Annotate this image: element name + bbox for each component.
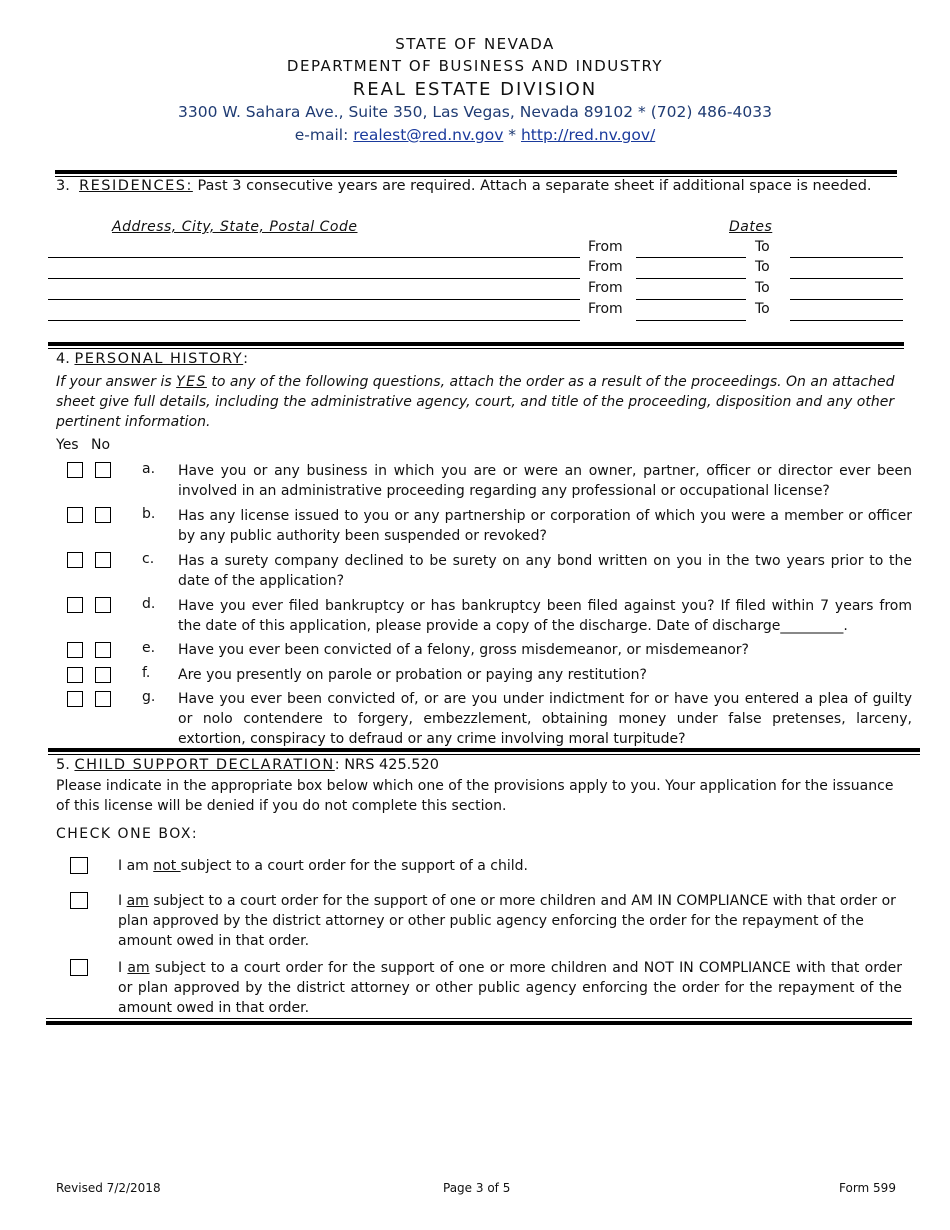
header-department: DEPARTMENT OF BUSINESS AND INDUSTRY	[286, 57, 664, 75]
option-text: I	[118, 893, 127, 909]
email-link[interactable]: realest@red.nv.gov	[353, 126, 504, 144]
question-text: Are you presently on parole or probation or paying any restitution?	[178, 667, 647, 683]
child-support-title: CHILD SUPPORT DECLARATION	[74, 757, 335, 773]
from-date-field-2[interactable]	[636, 278, 746, 279]
question-letter: d.	[142, 596, 156, 612]
from-date-field-3[interactable]	[636, 299, 746, 300]
from-date-field-4[interactable]	[636, 320, 746, 321]
header-contact	[0, 126, 950, 144]
address-field-2[interactable]	[48, 278, 580, 279]
residences-heading	[56, 178, 872, 194]
question-d-no-checkbox[interactable]	[95, 597, 111, 613]
question-b-yes-checkbox[interactable]	[67, 507, 83, 523]
question-g-yes-checkbox[interactable]	[67, 691, 83, 707]
question-e-yes-checkbox[interactable]	[67, 642, 83, 658]
personal-history-heading	[56, 351, 248, 367]
from-label: From	[588, 259, 623, 275]
option-emphasis: am	[127, 960, 150, 976]
section-divider	[48, 342, 904, 346]
section-divider	[48, 748, 920, 752]
email-prefix: e-mail:	[294, 126, 354, 144]
from-date-field-1[interactable]	[636, 257, 746, 258]
to-date-field-3[interactable]	[790, 299, 903, 300]
question-letter: c.	[142, 551, 155, 567]
question-text: Has any license issued to you or any partnership or corporation of which you were a member or officer by any public authority been suspended or revoked?	[178, 508, 912, 544]
section-divider	[48, 754, 920, 755]
child-support-statute: : NRS 425.520	[334, 757, 439, 773]
question-text: Have you ever filed bankruptcy or has bankruptcy been filed against you? If filed within 7 years from the date of this application, please provide a copy of the discharge. Date of discharge_________.	[178, 598, 912, 634]
footer-revised: Revised 7/2/2018	[56, 1181, 161, 1195]
question-a-no-checkbox[interactable]	[95, 462, 111, 478]
question-letter: b.	[142, 506, 156, 522]
residences-title: RESIDENCES:	[79, 178, 193, 194]
child-support-option-3-text	[118, 958, 902, 1018]
check-one-box-label: CHECK ONE BOX:	[56, 826, 199, 842]
address-field-4[interactable]	[48, 320, 580, 321]
yes-column-label: Yes	[56, 437, 79, 453]
child-support-option-1-checkbox[interactable]	[70, 857, 88, 874]
footer-page-number: Page 3 of 5	[443, 1181, 511, 1195]
residences-number: 3.	[56, 178, 70, 194]
option-emphasis: not	[153, 858, 181, 874]
question-c-yes-checkbox[interactable]	[67, 552, 83, 568]
instruction-yes: YES	[176, 374, 207, 390]
question-text: Has a surety company declined to be surety on any bond written on you in the two years prior to the date of the application?	[178, 553, 912, 589]
question-f-yes-checkbox[interactable]	[67, 667, 83, 683]
question-text: Have you ever been convicted of a felony, gross misdemeanor, or misdemeanor?	[178, 642, 749, 658]
option-text: subject to a court order for the support of one or more children and NOT IN COMPLIANCE with that order or plan approved by the district attorney or other public agency enforcing the order for the repayment of the amount owed in that order.	[118, 960, 902, 1016]
to-label: To	[755, 280, 770, 296]
header-address: 3300 W. Sahara Ave., Suite 350, Las Vegas, Nevada 89102 * (702) 486-4033	[178, 103, 772, 121]
no-column-label: No	[91, 437, 111, 453]
website-link[interactable]: http://red.nv.gov/	[520, 126, 656, 144]
to-date-field-4[interactable]	[790, 320, 903, 321]
question-f-no-checkbox[interactable]	[95, 667, 111, 683]
instruction-rest: to any of the following questions, attach the order as a result of the proceedings. On an attached sheet give full details, including the administrative agency, court, and title of the proceeding, disposition and any other pertinent information.	[56, 374, 895, 430]
question-b-no-checkbox[interactable]	[95, 507, 111, 523]
question-c-no-checkbox[interactable]	[95, 552, 111, 568]
section-divider	[46, 1021, 912, 1025]
to-label: To	[755, 239, 770, 255]
option-emphasis: am	[126, 893, 149, 909]
option-text: I	[118, 960, 128, 976]
question-text: Have you ever been convicted of, or are you under indictment for or have you entered a plea of guilty or nolo contendere to forgery, embezzlement, obtaining money under false pretenses, larceny, extortion, conspiracy to defraud or any crime involving moral turpitude?	[178, 691, 912, 747]
question-g-no-checkbox[interactable]	[95, 691, 111, 707]
residences-instruction: Past 3 consecutive years are required. Attach a separate sheet if additional space is needed.	[197, 178, 872, 194]
to-label: To	[755, 301, 770, 317]
option-text: I am	[118, 858, 154, 874]
section-divider	[46, 1018, 912, 1019]
question-letter: f.	[142, 665, 151, 681]
footer-form-number: Form 599	[839, 1181, 896, 1195]
question-letter: a.	[142, 461, 156, 477]
option-text: subject to a court order for the support of one or more children and AM IN COMPLIANCE with that order or plan approved by the district attorney or other public agency enforcing the order for the repayment of the amount owed in that order.	[118, 893, 896, 949]
address-field-1[interactable]	[48, 257, 580, 258]
child-support-instruction: Please indicate in the appropriate box below which one of the provisions apply to you. Your application for the issuance of this license will be denied if you do not complete this section.	[56, 778, 894, 814]
question-e-no-checkbox[interactable]	[95, 642, 111, 658]
address-field-3[interactable]	[48, 299, 580, 300]
from-label: From	[588, 301, 623, 317]
child-support-option-1-text	[118, 856, 902, 876]
question-a-yes-checkbox[interactable]	[67, 462, 83, 478]
to-label: To	[755, 259, 770, 275]
address-column-header: Address, City, State, Postal Code	[112, 219, 358, 235]
personal-history-title: PERSONAL HISTORY	[74, 351, 244, 367]
personal-history-number: 4.	[56, 351, 70, 367]
section-divider	[48, 348, 904, 349]
question-d-yes-checkbox[interactable]	[67, 597, 83, 613]
child-support-number: 5.	[56, 757, 70, 773]
child-support-heading	[56, 757, 439, 773]
dates-column-header: Dates	[729, 219, 773, 235]
question-letter: e.	[142, 640, 156, 656]
to-date-field-1[interactable]	[790, 257, 903, 258]
colon: :	[243, 351, 249, 367]
from-label: From	[588, 280, 623, 296]
child-support-option-2-text	[118, 891, 902, 951]
option-text: subject to a court order for the support of a child.	[180, 858, 528, 874]
section-divider	[55, 170, 897, 174]
section-divider	[55, 176, 897, 177]
child-support-option-3-checkbox[interactable]	[70, 959, 88, 976]
personal-history-instruction	[56, 372, 896, 432]
header-state: STATE OF NEVADA	[395, 35, 555, 53]
contact-separator: *	[503, 126, 521, 144]
header-division: REAL ESTATE DIVISION	[352, 79, 598, 100]
to-date-field-2[interactable]	[790, 278, 903, 279]
question-letter: g.	[142, 689, 156, 705]
child-support-option-2-checkbox[interactable]	[70, 892, 88, 909]
question-text: Have you or any business in which you are or were an owner, partner, officer or director ever been involved in an administrative proceeding regarding any professional or occupational license?	[178, 463, 912, 499]
instruction-prefix: If your answer is	[56, 374, 177, 390]
from-label: From	[588, 239, 623, 255]
